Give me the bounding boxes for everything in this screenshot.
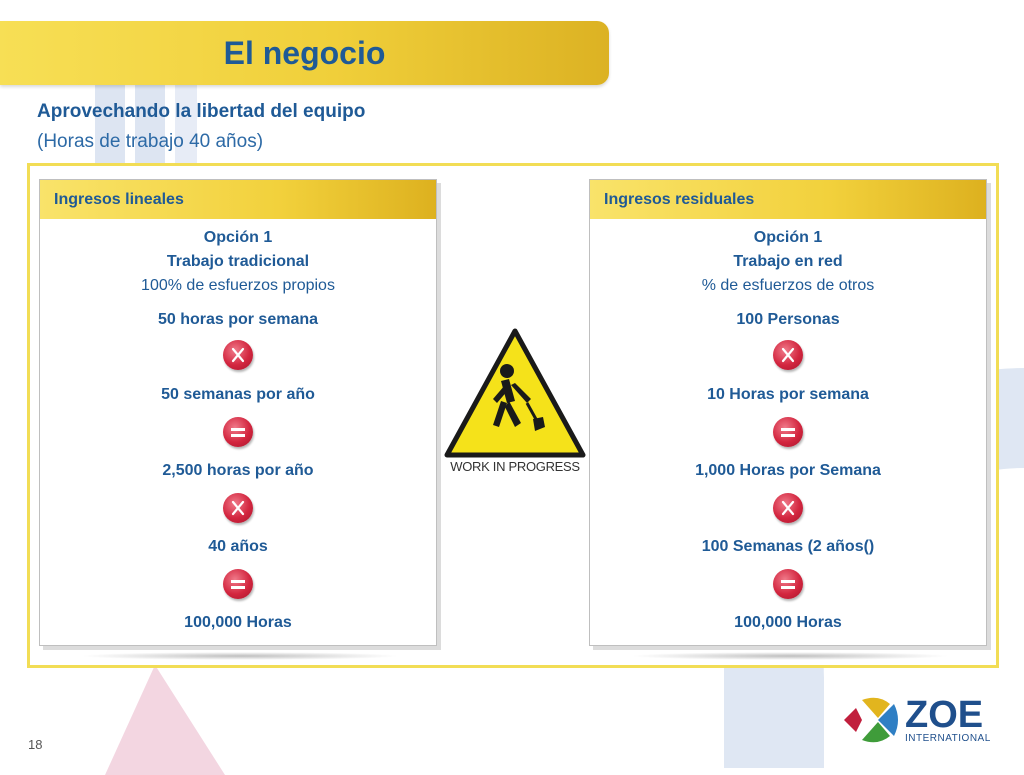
page-number: 18 bbox=[28, 737, 43, 752]
multiply-icon bbox=[223, 340, 253, 370]
option-label: Opción 1 bbox=[203, 229, 273, 246]
step-value: 100 Semanas (2 años() bbox=[701, 538, 875, 555]
step-value: 100 Personas bbox=[736, 311, 840, 328]
logo-name: ZOE bbox=[905, 694, 984, 736]
panel-title: Ingresos lineales bbox=[54, 191, 184, 208]
panel-shadow bbox=[630, 652, 950, 660]
logo-subtitle: INTERNATIONAL bbox=[905, 733, 991, 744]
work-type: Trabajo en red bbox=[733, 253, 843, 270]
slide-subtitle-note: (Horas de trabajo 40 años) bbox=[37, 131, 264, 152]
slide-subtitle: Aprovechando la libertad del equipo bbox=[37, 101, 366, 122]
work-type: Trabajo tradicional bbox=[166, 253, 310, 270]
step-value: 1,000 Horas por Semana bbox=[695, 462, 881, 479]
panel-header bbox=[590, 180, 986, 219]
multiply-icon bbox=[773, 340, 803, 370]
panel-title: Ingresos residuales bbox=[604, 191, 755, 208]
option-label: Opción 1 bbox=[753, 229, 823, 246]
step-result: 100,000 Horas bbox=[184, 614, 292, 631]
equals-icon bbox=[223, 417, 253, 447]
residual-income-panel bbox=[589, 179, 987, 646]
equals-icon bbox=[773, 569, 803, 599]
step-value: 40 años bbox=[208, 538, 268, 555]
effort-description: 100% de esfuerzos propios bbox=[141, 277, 335, 294]
page-title: El negocio bbox=[223, 35, 386, 71]
step-value: 2,500 horas por año bbox=[162, 462, 314, 479]
title-banner bbox=[0, 21, 609, 85]
multiply-icon bbox=[223, 493, 253, 523]
panel-header bbox=[40, 180, 436, 219]
step-result: 100,000 Horas bbox=[734, 614, 842, 631]
step-value: 50 horas por semana bbox=[157, 311, 319, 328]
equals-icon bbox=[223, 569, 253, 599]
effort-description: % de esfuerzos de otros bbox=[701, 277, 875, 294]
worker-shovel-icon bbox=[443, 327, 587, 477]
multiply-icon bbox=[773, 493, 803, 523]
sign-caption: WORK IN PROGRESS bbox=[450, 459, 580, 474]
equals-icon bbox=[773, 417, 803, 447]
step-value: 50 semanas por año bbox=[161, 386, 315, 403]
background-wedge bbox=[105, 665, 225, 775]
panel-shadow bbox=[80, 652, 400, 660]
background-decoration bbox=[95, 80, 245, 170]
step-value: 10 Horas por semana bbox=[707, 386, 869, 403]
linear-income-panel bbox=[39, 179, 437, 646]
